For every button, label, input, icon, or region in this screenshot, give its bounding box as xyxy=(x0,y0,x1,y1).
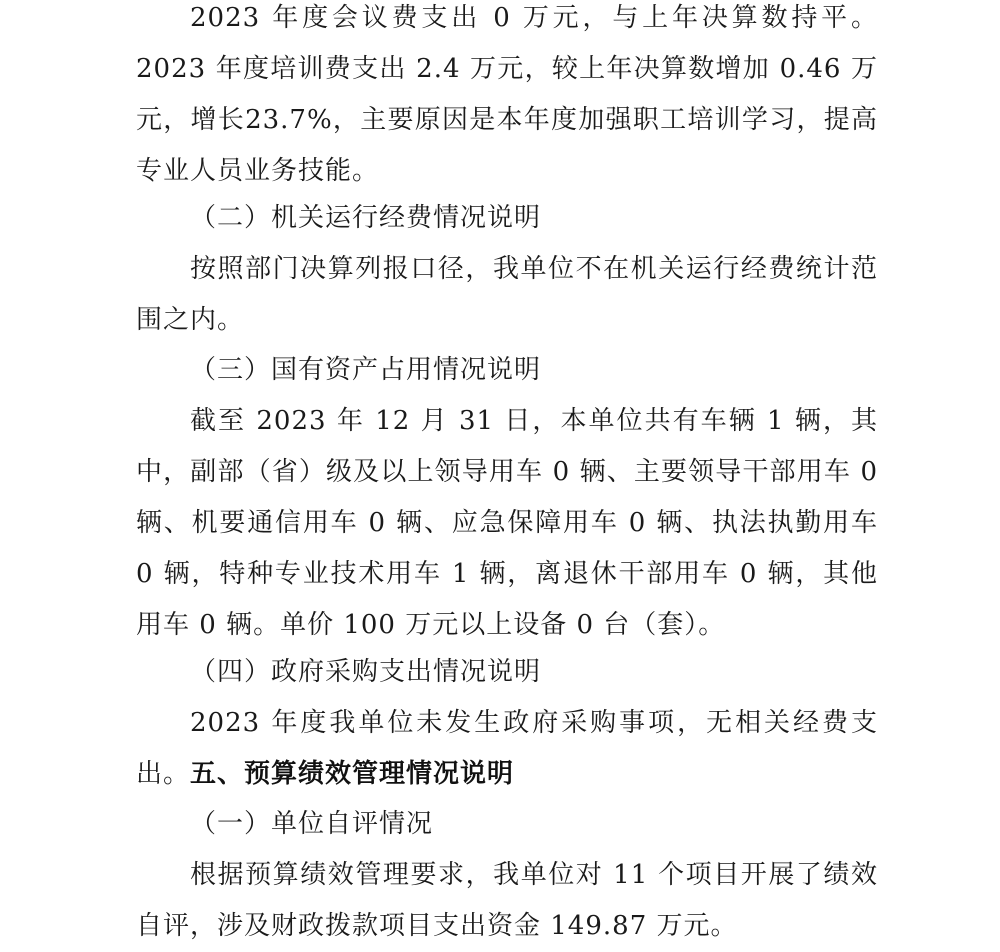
paragraph-state-assets: 截至 2023 年 12 月 31 日，本单位共有车辆 1 辆，其中，副部（省）级及以上领导用车 0 辆、主要领导干部用车 0 辆、机要通信用车 0 辆、应急保障用车 0 辆、执法执勤用车 0 辆，特种专业技术用车 1 辆，离退休干部用车 0 辆，其他用车 0 辆。单价 100 万元以上设备 0 台（套）。 xyxy=(136,406,878,640)
subheading-state-assets: （三）国有资产占用情况说明 xyxy=(190,355,542,385)
paragraph-operating-expenses: 按照部门决算列报口径，我单位不在机关运行经费统计范围之内。 xyxy=(136,254,878,335)
paragraph-government-procurement: 2023 年度我单位未发生政府采购事项，无相关经费支出。 xyxy=(136,708,878,789)
subheading-government-procurement: （四）政府采购支出情况说明 xyxy=(190,657,542,687)
subheading-self-evaluation: （一）单位自评情况 xyxy=(190,809,434,839)
paragraph-training-expenses: 2023 年度会议费支出 0 万元，与上年决算数持平。2023 年度培训费支出 2.4 万元，较上年决算数增加 0.46 万元，增长23.7%，主要原因是本年度加强职工培训学习，提高专业人员业务技能。 xyxy=(136,3,878,186)
section-heading-performance-management: 五、预算绩效管理情况说明 xyxy=(190,759,515,789)
subheading-operating-expenses: （二）机关运行经费情况说明 xyxy=(190,203,542,233)
paragraph-self-evaluation: 根据预算绩效管理要求，我单位对 11 个项目开展了绩效自评，涉及财政拨款项目支出资金 149.87 万元。 xyxy=(136,860,878,941)
